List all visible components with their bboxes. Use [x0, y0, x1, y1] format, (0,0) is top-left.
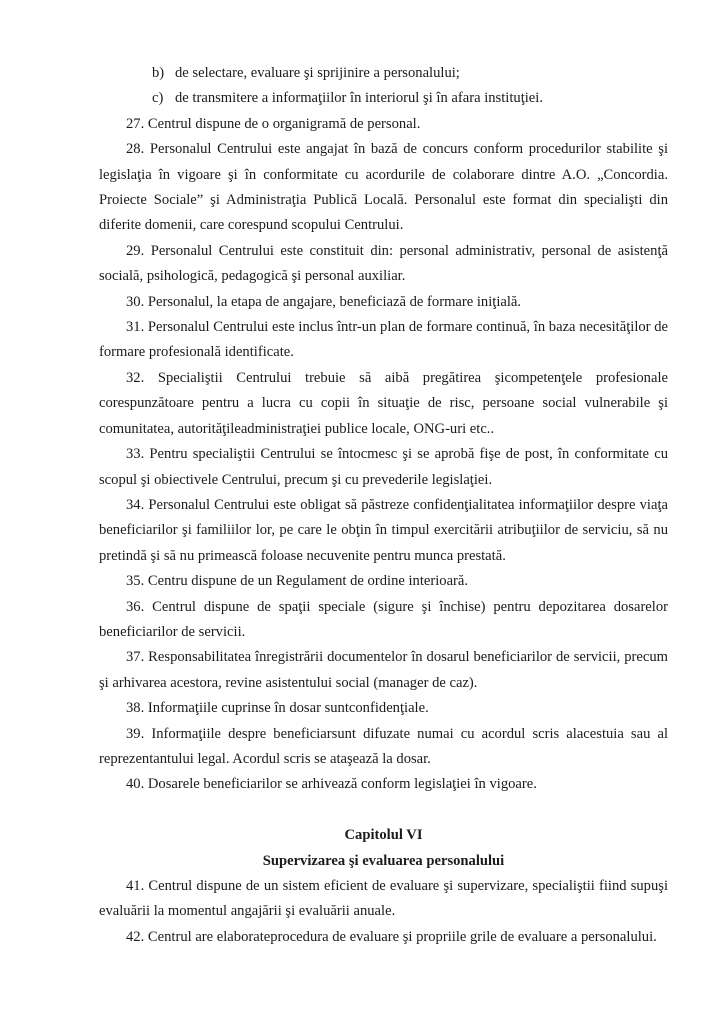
paragraph-33: 33. Pentru specialiştii Centrului se întocmesc şi se aprobă fişe de post, în conformitate cu scopul şi obiectivele Centrului, precum şi cu prevederile legislaţiei.: [99, 446, 668, 488]
paragraph-28: 28. Personalul Centrului este angajat în bază de concurs conform procedurilor stabilite şi legislaţia în vigoare şi în conformitate cu acordurile de colaborare dintre A.O. „Concordia. Proiecte Sociale” şi Administraţia Publică Locală. Personalul este format din specialişti din diferite domenii, care corespund scopului Centrului.: [99, 141, 668, 234]
list-item-b: [99, 61, 668, 86]
list-item-text: de selectare, evaluare şi sprijinire a personalului;: [175, 65, 460, 81]
paragraph-38: 38. Informaţiile cuprinse în dosar suntconfidenţiale.: [126, 700, 429, 717]
paragraph-39: 39. Informaţiile despre beneficiarsunt difuzate numai cu acordul scris alacestuia sau al reprezentantului legal. Acordul scris se ataşează la dosar.: [99, 725, 668, 767]
chapter-heading: Capitolul VI: [344, 827, 423, 844]
paragraph-31: 31. Personalul Centrului este inclus într-un plan de formare continuă, în baza necesităţilor de formare profesională identificate.: [99, 319, 668, 361]
paragraph-32: 32. Specialiştii Centrului trebuie să aibă pregătirea şicompetenţele profesionale corespunzătoare pentru a lucra cu copii în situaţie de risc, persoane social vulnerabile şi comunitatea, autorităţileadministraţiei publice locale, ONG-uri etc..: [99, 369, 668, 437]
paragraph-36: 36. Centrul dispune de spaţii speciale (sigure şi închise) pentru depozitarea dosarelor beneficiarilor de servicii.: [99, 598, 668, 640]
list-item-c: [99, 86, 668, 111]
paragraph-34: 34. Personalul Centrului este obligat să păstreze confidenţialitatea informaţiilor despre viaţa beneficiarilor şi familiilor lor, pe care le obţin în timpul exercitării atribuţiilor de serviciu, să nu pretindă şi să nu primească foloase necuvenite pentru munca prestată.: [99, 496, 668, 564]
paragraph-42: 42. Centrul are elaborateprocedura de evaluare şi propriile grile de evaluare a personalului.: [126, 928, 657, 945]
list-item-text: de transmitere a informaţiilor în interiorul şi în afara instituţiei.: [175, 90, 543, 107]
paragraph-29: 29. Personalul Centrului este constituit din: personal administrativ, personal de asistenţă socială, psihologică, pedagogică şi personal auxiliar.: [99, 242, 668, 285]
paragraph-37: 37. Responsabilitatea înregistrării documentelor în dosarul beneficiarilor de servicii, precum şi arhivarea acestora, revine asistentului social (manager de caz).: [99, 649, 668, 691]
list-marker: c): [152, 90, 164, 107]
paragraph-30: 30. Personalul, la etapa de angajare, beneficiază de formare iniţială.: [126, 293, 522, 310]
paragraph-40: 40. Dosarele beneficiarilor se arhivează conform legislaţiei în vigoare.: [126, 776, 537, 793]
list-marker: b): [152, 65, 165, 81]
paragraph-27: 27. Centrul dispune de o organigramă de personal.: [126, 115, 421, 132]
paragraph-41: 41. Centrul dispune de un sistem eficient de evaluare şi supervizare, specialiştii fiind supuşi evaluării la momentul angajării şi evaluării anuale.: [99, 877, 668, 920]
paragraph-35: 35. Centru dispune de un Regulament de ordine interioară.: [126, 573, 469, 590]
chapter-subheading: Supervizarea şi evaluarea personalului: [262, 852, 505, 869]
